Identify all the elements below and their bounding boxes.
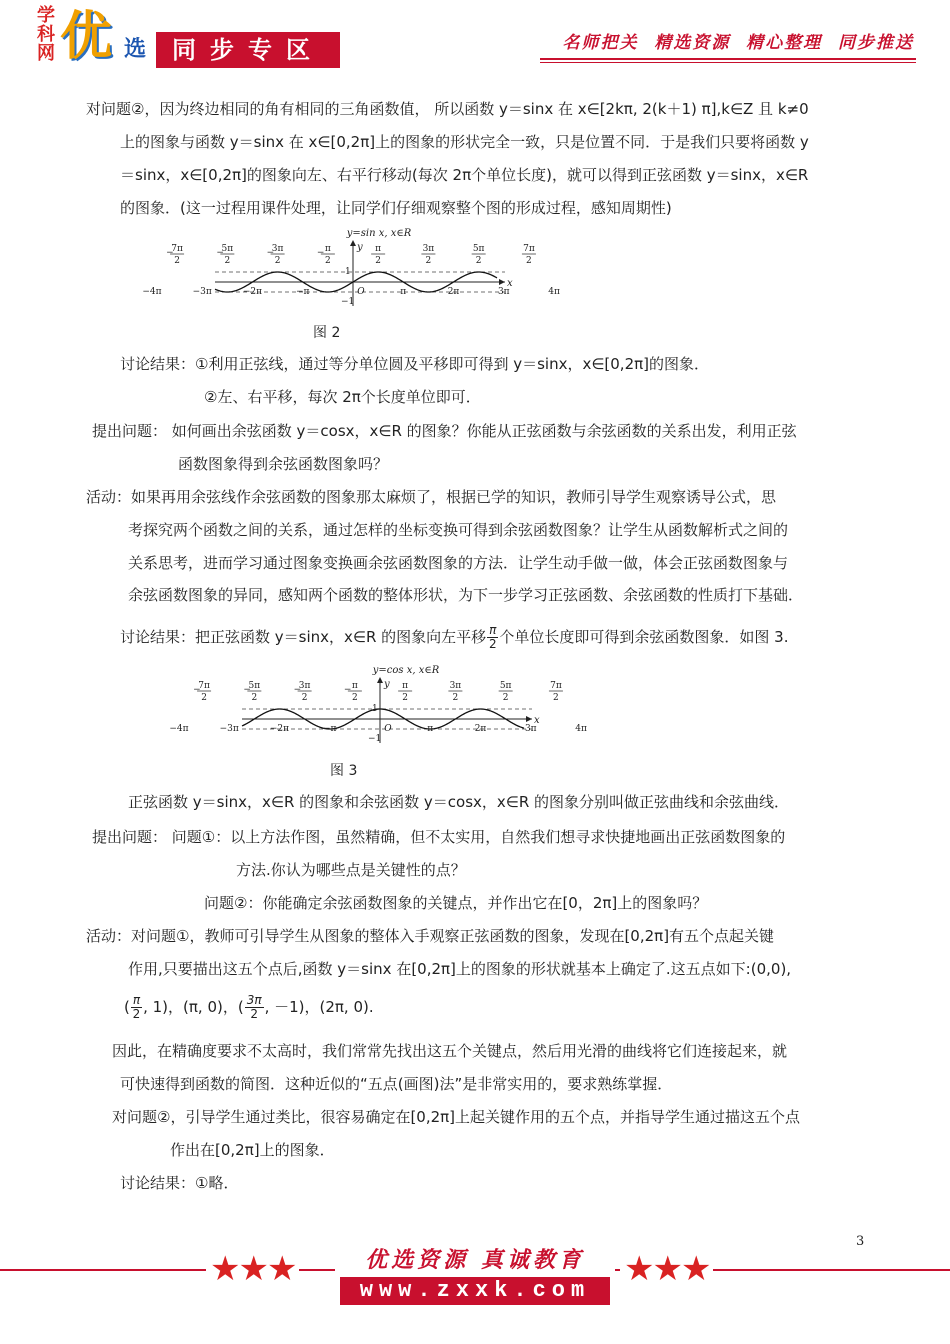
para-line: 余弦函数图象的异同，感知两个函数的整体形状，为下一步学习正弦函数、余弦函数的性质打下基础． xyxy=(128,586,804,604)
tick-label-numerator: 7π xyxy=(198,681,210,691)
text-span: 个单位长度即可得到余弦函数图象．如图 3. xyxy=(499,628,789,646)
star-icon: ★★★ xyxy=(206,1249,299,1289)
y-axis-arrow-icon xyxy=(377,677,383,683)
function-label: y=cos x, x∈R xyxy=(372,665,440,676)
tick-label-denominator: 2 xyxy=(274,256,281,266)
x-axis-arrow-icon xyxy=(526,716,532,722)
x-tick-label: 2π xyxy=(447,287,460,297)
tick-label-numerator: 5π xyxy=(221,244,234,254)
tick-label-denominator: 2 xyxy=(174,256,180,266)
tick-label-sign: − xyxy=(166,248,174,258)
para-line xyxy=(120,624,788,651)
x-tick-label: −2π xyxy=(269,724,290,734)
para-line: 考探究两个函数之间的关系，通过怎样的坐标变换可得到余弦函数图象？让学生从函数解析式之间的 xyxy=(128,521,789,539)
para-line: 作出在[0,2π]上的图象． xyxy=(170,1141,335,1159)
y-axis-arrow-icon xyxy=(350,240,356,246)
x-axis-label: x xyxy=(507,278,513,289)
fraction xyxy=(245,994,264,1021)
figure-sine-graph xyxy=(142,226,560,314)
tick-label-numerator: 5π xyxy=(248,681,261,691)
para-line: 的图象．(这一过程用课件处理，让同学们仔细观察整个图的形成过程，感知周期性) xyxy=(120,199,672,217)
tick-label-numerator: 3π xyxy=(271,244,284,254)
header-slogan: 名师把关 精选资源 精心整理 同步推送 xyxy=(562,33,914,53)
figure-caption: 图 3 xyxy=(330,763,358,779)
x-tick-label: −4π xyxy=(169,724,189,734)
x-tick-label: π xyxy=(427,724,434,734)
tick-label-sign: − xyxy=(243,685,251,695)
fraction-numerator: π xyxy=(132,993,141,1007)
x-tick-label: −3π xyxy=(219,724,239,734)
x-axis-arrow-icon xyxy=(499,279,505,285)
x-tick-label: −π xyxy=(296,287,310,297)
function-label: y=sin x, x∈R xyxy=(346,228,412,239)
fraction-denominator: 2 xyxy=(132,1007,141,1021)
x-tick-label: −3π xyxy=(192,287,212,297)
logo-big-char: 优 xyxy=(60,6,113,67)
para-line: 因此，在精确度要求不太高时，我们常常先找出这五个关键点，然后用光滑的曲线将它们连接起来，就 xyxy=(112,1042,788,1060)
para-line: 讨论结果：①略． xyxy=(120,1174,239,1192)
x-tick-label: 3π xyxy=(524,724,537,734)
tick-label-denominator: 2 xyxy=(325,256,331,266)
tick-label-denominator: 2 xyxy=(475,256,482,266)
x-tick-label: 2π xyxy=(474,724,487,734)
x-tick-label: 3π xyxy=(497,287,510,297)
tick-label-sign: − xyxy=(216,248,224,258)
tick-label-denominator: 2 xyxy=(526,256,532,266)
tick-label-denominator: 2 xyxy=(553,693,559,703)
para-line: ＝sinx，x∈[0,2π]的图象向左、右平行移动(每次 2π个单位长度)，就可以得到正弦函数 y＝sinx，x∈R xyxy=(120,166,809,184)
page-number: 3 xyxy=(856,1234,865,1249)
y-axis-label: y xyxy=(384,679,390,690)
header-divider-thin xyxy=(540,62,916,63)
header-divider xyxy=(540,58,916,60)
tick-label-denominator: 2 xyxy=(375,256,381,266)
text-span: ( xyxy=(124,998,130,1016)
para-line: 关系思考，进而学习通过图象变换画余弦函数图象的方法．让学生动手做一做，体会正弦函数图象与 xyxy=(128,554,789,572)
section-banner: 同步专区 xyxy=(156,32,340,68)
para-line: 问题②：你能确定余弦函数图象的关键点，并作出它在[0，2π]上的图象吗？ xyxy=(204,894,708,912)
footer-banner xyxy=(0,1245,950,1315)
tick-label-denominator: 2 xyxy=(502,693,509,703)
tick-label-denominator: 2 xyxy=(402,693,408,703)
para-line: 对问题②，因为终边相同的角有相同的三角函数值， 所以函数 y＝sinx 在 x∈[2kπ, 2(k＋1) π],k∈Z 且 k≠0 xyxy=(86,100,809,118)
tick-label-numerator: π xyxy=(324,244,331,254)
tick-label-numerator: 7π xyxy=(523,244,535,254)
tick-label-sign: − xyxy=(293,685,302,695)
para-line: 活动：对问题①，教师可引导学生从图象的整体入手观察正弦函数的图象，发现在[0,2π]有五个点起关键 xyxy=(86,927,775,945)
key-points-line xyxy=(124,994,374,1021)
tick-label-denominator: 2 xyxy=(352,693,358,703)
tick-label-numerator: π xyxy=(351,681,358,691)
para-line: 对问题②，引导学生通过类比，很容易确定在[0,2π]上起关键作用的五个点，并指导学生通过描这五个点 xyxy=(112,1108,801,1126)
tick-label-numerator: π xyxy=(402,681,409,691)
para-line: 可快速得到函数的简图．这种近似的“五点(画图)法”是非常实用的，要求熟练掌握． xyxy=(120,1075,673,1093)
tick-label-sign: − xyxy=(266,248,275,258)
para-line: 正弦函数 y＝sinx，x∈R 的图象和余弦函数 y＝cosx，x∈R 的图象分别叫做正弦曲线和余弦曲线． xyxy=(128,793,790,811)
figure-caption: 图 2 xyxy=(313,325,341,341)
tick-label-denominator: 2 xyxy=(201,693,207,703)
para-line: 作用,只要描出这五个点后,函数 y＝sinx 在[0,2π]上的图象的形状就基本上确定了.这五点如下:(0,0), xyxy=(128,960,792,978)
tick-label-numerator: 3π xyxy=(298,681,311,691)
tick-label-denominator: 2 xyxy=(224,256,231,266)
fraction xyxy=(487,624,498,651)
tick-label-numerator: π xyxy=(375,244,382,254)
tick-label-denominator: 2 xyxy=(425,256,432,266)
x-tick-label: 4π xyxy=(575,724,587,734)
tick-label-denominator: 2 xyxy=(301,693,308,703)
x-tick-label: 4π xyxy=(548,287,560,297)
y-axis-label: y xyxy=(357,242,363,253)
x-axis-label: x xyxy=(534,715,540,726)
site-logo[interactable] xyxy=(32,6,152,72)
tick-label-sign: − xyxy=(316,248,325,258)
x-tick-label: −π xyxy=(323,724,337,734)
tick-label-numerator: 7π xyxy=(550,681,562,691)
tick-label-sign: − xyxy=(343,685,352,695)
para-line: 活动：如果再用余弦线作余弦函数的图象那太麻烦了，根据已学的知识，教师引导学生观察诱导公式，思 xyxy=(86,488,777,506)
x-tick-label: −4π xyxy=(142,287,162,297)
tick-label-sign: − xyxy=(193,685,201,695)
tick-label-numerator: 5π xyxy=(499,681,512,691)
star-icon: ★★★ xyxy=(620,1249,713,1289)
logo-small-char: 选 xyxy=(124,36,147,62)
tick-label-denominator: 2 xyxy=(251,693,258,703)
x-tick-label: π xyxy=(400,287,407,297)
fraction-denominator: 2 xyxy=(250,1007,258,1021)
y-tick-one: 1 xyxy=(372,704,378,714)
text-span: , －1)，(2π, 0). xyxy=(264,998,374,1016)
para-line: 函数图象得到余弦函数图象吗？ xyxy=(178,455,389,473)
x-tick-label: O xyxy=(384,724,392,734)
para-line: 提出问题： 如何画出余弦函数 y＝cosx，x∈R 的图象？你能从正弦函数与余弦函数的关系出发，利用正弦 xyxy=(92,422,797,440)
tick-label-denominator: 2 xyxy=(452,693,459,703)
para-line: 讨论结果：①利用正弦线，通过等分单位圆及平移即可得到 y＝sinx，x∈[0,2π]的图象． xyxy=(120,355,709,373)
para-line: 方法.你认为哪些点是关键性的点？ xyxy=(236,861,466,879)
fraction xyxy=(131,994,142,1021)
x-tick-label: −2π xyxy=(242,287,263,297)
fraction-numerator: π xyxy=(489,623,497,637)
tick-label-numerator: 3π xyxy=(449,681,462,691)
para-line: ②左、右平移，每次 2π个长度单位即可． xyxy=(204,388,481,406)
text-span: 讨论结果：把正弦函数 y＝sinx，x∈R 的图象向左平移 xyxy=(120,628,487,646)
para-line: 上的图象与函数 y＝sinx 在 x∈[0,2π]上的图象的形状完全一致，只是位置不同．于是我们只要将函数 y xyxy=(120,133,809,151)
para-line: 提出问题： 问题①：以上方法作图，虽然精确，但不太实用，自然我们想寻求快捷地画出正弦函数图象的 xyxy=(92,828,786,846)
logo-side-text: 学科网 xyxy=(37,5,55,64)
footer-slogan: 优选资源 真诚教育 xyxy=(335,1245,615,1275)
y-tick-neg-one: −1 xyxy=(341,297,355,307)
figure-cosine-graph xyxy=(169,663,587,751)
fraction-denominator: 2 xyxy=(488,637,497,651)
footer-url[interactable]: www.zxxk.com xyxy=(340,1277,610,1305)
y-tick-neg-one: −1 xyxy=(368,734,382,744)
x-tick-label: O xyxy=(357,287,365,297)
text-span: , 1)，(π, 0)，( xyxy=(143,998,244,1016)
fraction-numerator: 3π xyxy=(246,993,262,1007)
tick-label-numerator: 5π xyxy=(472,244,485,254)
y-tick-one: 1 xyxy=(345,267,351,277)
tick-label-numerator: 7π xyxy=(171,244,183,254)
tick-label-numerator: 3π xyxy=(422,244,435,254)
